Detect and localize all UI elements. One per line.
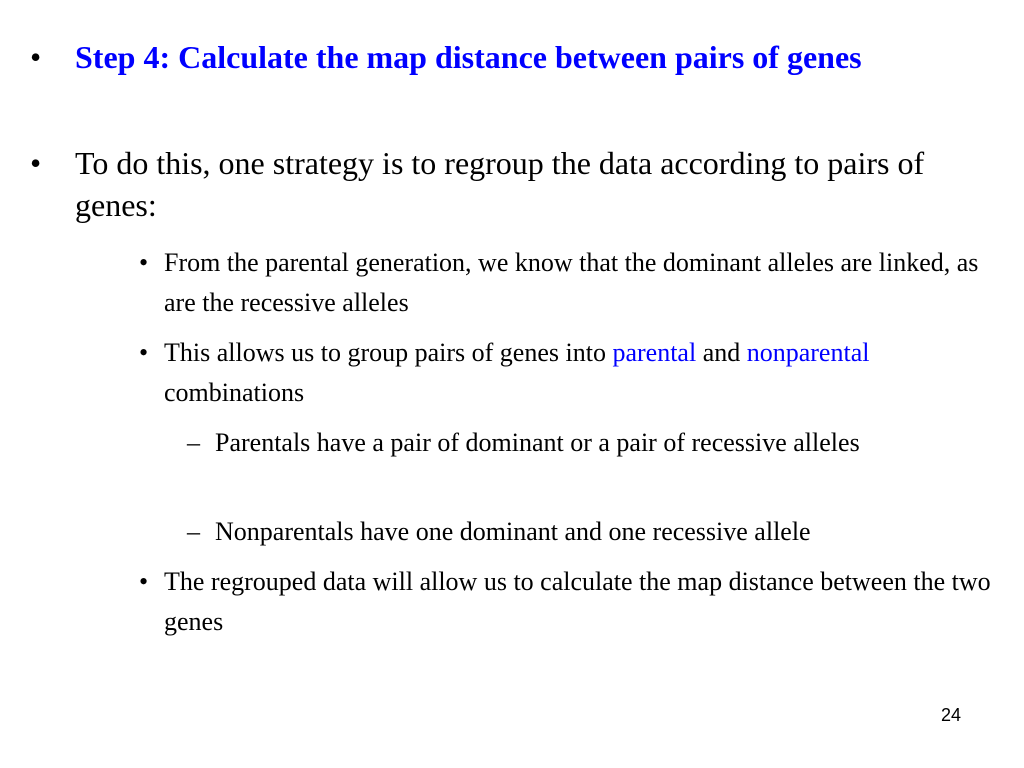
group-pairs-before: This allows us to group pairs of genes into	[164, 338, 613, 367]
bullet-marker: •	[139, 567, 149, 596]
regrouped-text: The regrouped data will allow us to calculate the map distance between the two genes	[164, 567, 991, 636]
bullet-step4	[30, 36, 1005, 78]
group-pairs-text	[139, 333, 999, 413]
nonparental-term: nonparental	[746, 338, 870, 367]
sub-bullet-regrouped	[139, 562, 999, 642]
bullet-marker: •	[139, 248, 149, 277]
bullet-strategy	[30, 142, 1005, 226]
strategy-text: To do this, one strategy is to regroup the data according to pairs of genes:	[75, 145, 925, 223]
parental-generation-text: From the parental generation, we know that the dominant alleles are linked, as are the recessive alleles	[164, 248, 979, 317]
page-number: 24	[940, 705, 961, 725]
dash-marker: –	[187, 517, 200, 546]
bullet-marker: •	[30, 39, 42, 75]
bullet-marker: •	[139, 338, 149, 367]
parentals-text: Parentals have a pair of dominant or a pair of recessive alleles	[215, 428, 860, 457]
group-pairs-middle: and	[696, 338, 747, 367]
group-pairs-after: combinations	[164, 378, 305, 407]
dash-item-nonparentals	[187, 512, 1002, 552]
nonparentals-text: Nonparentals have one dominant and one recessive allele	[215, 517, 811, 546]
dash-item-parentals	[187, 423, 1002, 463]
bullet-marker: •	[30, 145, 42, 181]
parental-term: parental	[612, 338, 697, 367]
dash-marker: –	[187, 428, 200, 457]
sub-bullet-parental-generation	[139, 243, 999, 323]
sub-bullet-group-pairs	[139, 333, 999, 413]
step4-heading: Step 4: Calculate the map distance between pairs of genes	[75, 39, 862, 75]
